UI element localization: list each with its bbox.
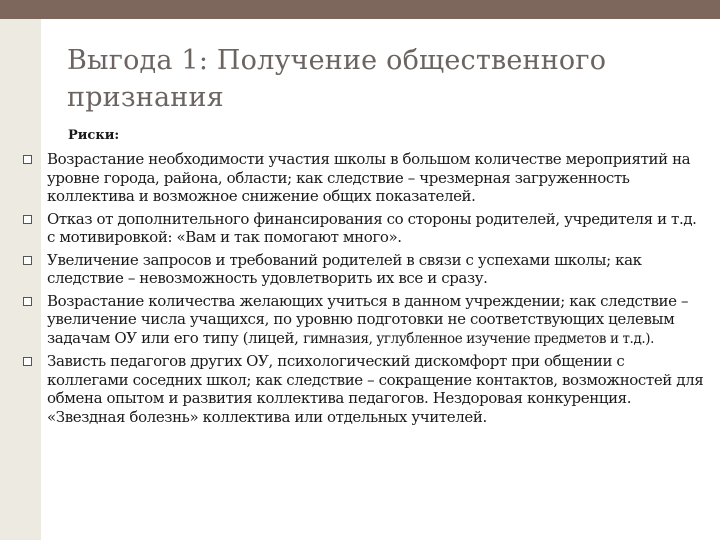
list-item-text-small: гимназия, углубленное изучение предметов и т.д.). — [303, 330, 655, 347]
square-bullet-icon — [23, 357, 32, 366]
risks-label: Риски: — [68, 128, 120, 143]
list-item — [0, 251, 720, 288]
list-item-text: Отказ от дополнительного финансирования со стороны родителей, учредителя и т.д. с мотивировкой: «Вам и так помогают много». — [47, 209, 697, 246]
slide-title: Выгода 1: Получение общественного признания — [67, 45, 607, 113]
list-item-text: Зависть педагогов других ОУ, психологический дискомфорт при общении с коллегами соседних школ; как следствие – сокращение контактов, возможностей для обмена опытом и развития коллектива педагогов. Нездоровая конкуренция. «Звездная болезнь» коллектива или отдельных учителей. — [47, 352, 704, 426]
list-item-text: Увеличение запросов и требований родителей в связи с успехами школы; как следствие – невозможность удовлетворить их все и сразу. — [47, 250, 642, 287]
square-bullet-icon — [23, 297, 32, 306]
list-item — [0, 292, 720, 349]
list-item-text: Возрастание количества желающих учиться в данном учреждении; как следствие – увеличение числа учащихся, по уровню подготовки не соответствующих целевым задачам ОУ или его типу (лицей, — [47, 291, 689, 347]
list-item-text: Возрастание необходимости участия школы в большом количестве мероприятий на уровне города, района, области; как следствие – чрезмерная загруженность коллектива и возможное снижение общих показателей. — [47, 150, 691, 205]
square-bullet-icon — [23, 155, 32, 164]
square-bullet-icon — [23, 256, 32, 265]
list-item — [0, 352, 720, 426]
risks-list — [0, 150, 720, 430]
square-bullet-icon — [23, 215, 32, 224]
list-item — [0, 210, 720, 247]
list-item — [0, 150, 720, 206]
top-accent-bar — [0, 0, 720, 19]
